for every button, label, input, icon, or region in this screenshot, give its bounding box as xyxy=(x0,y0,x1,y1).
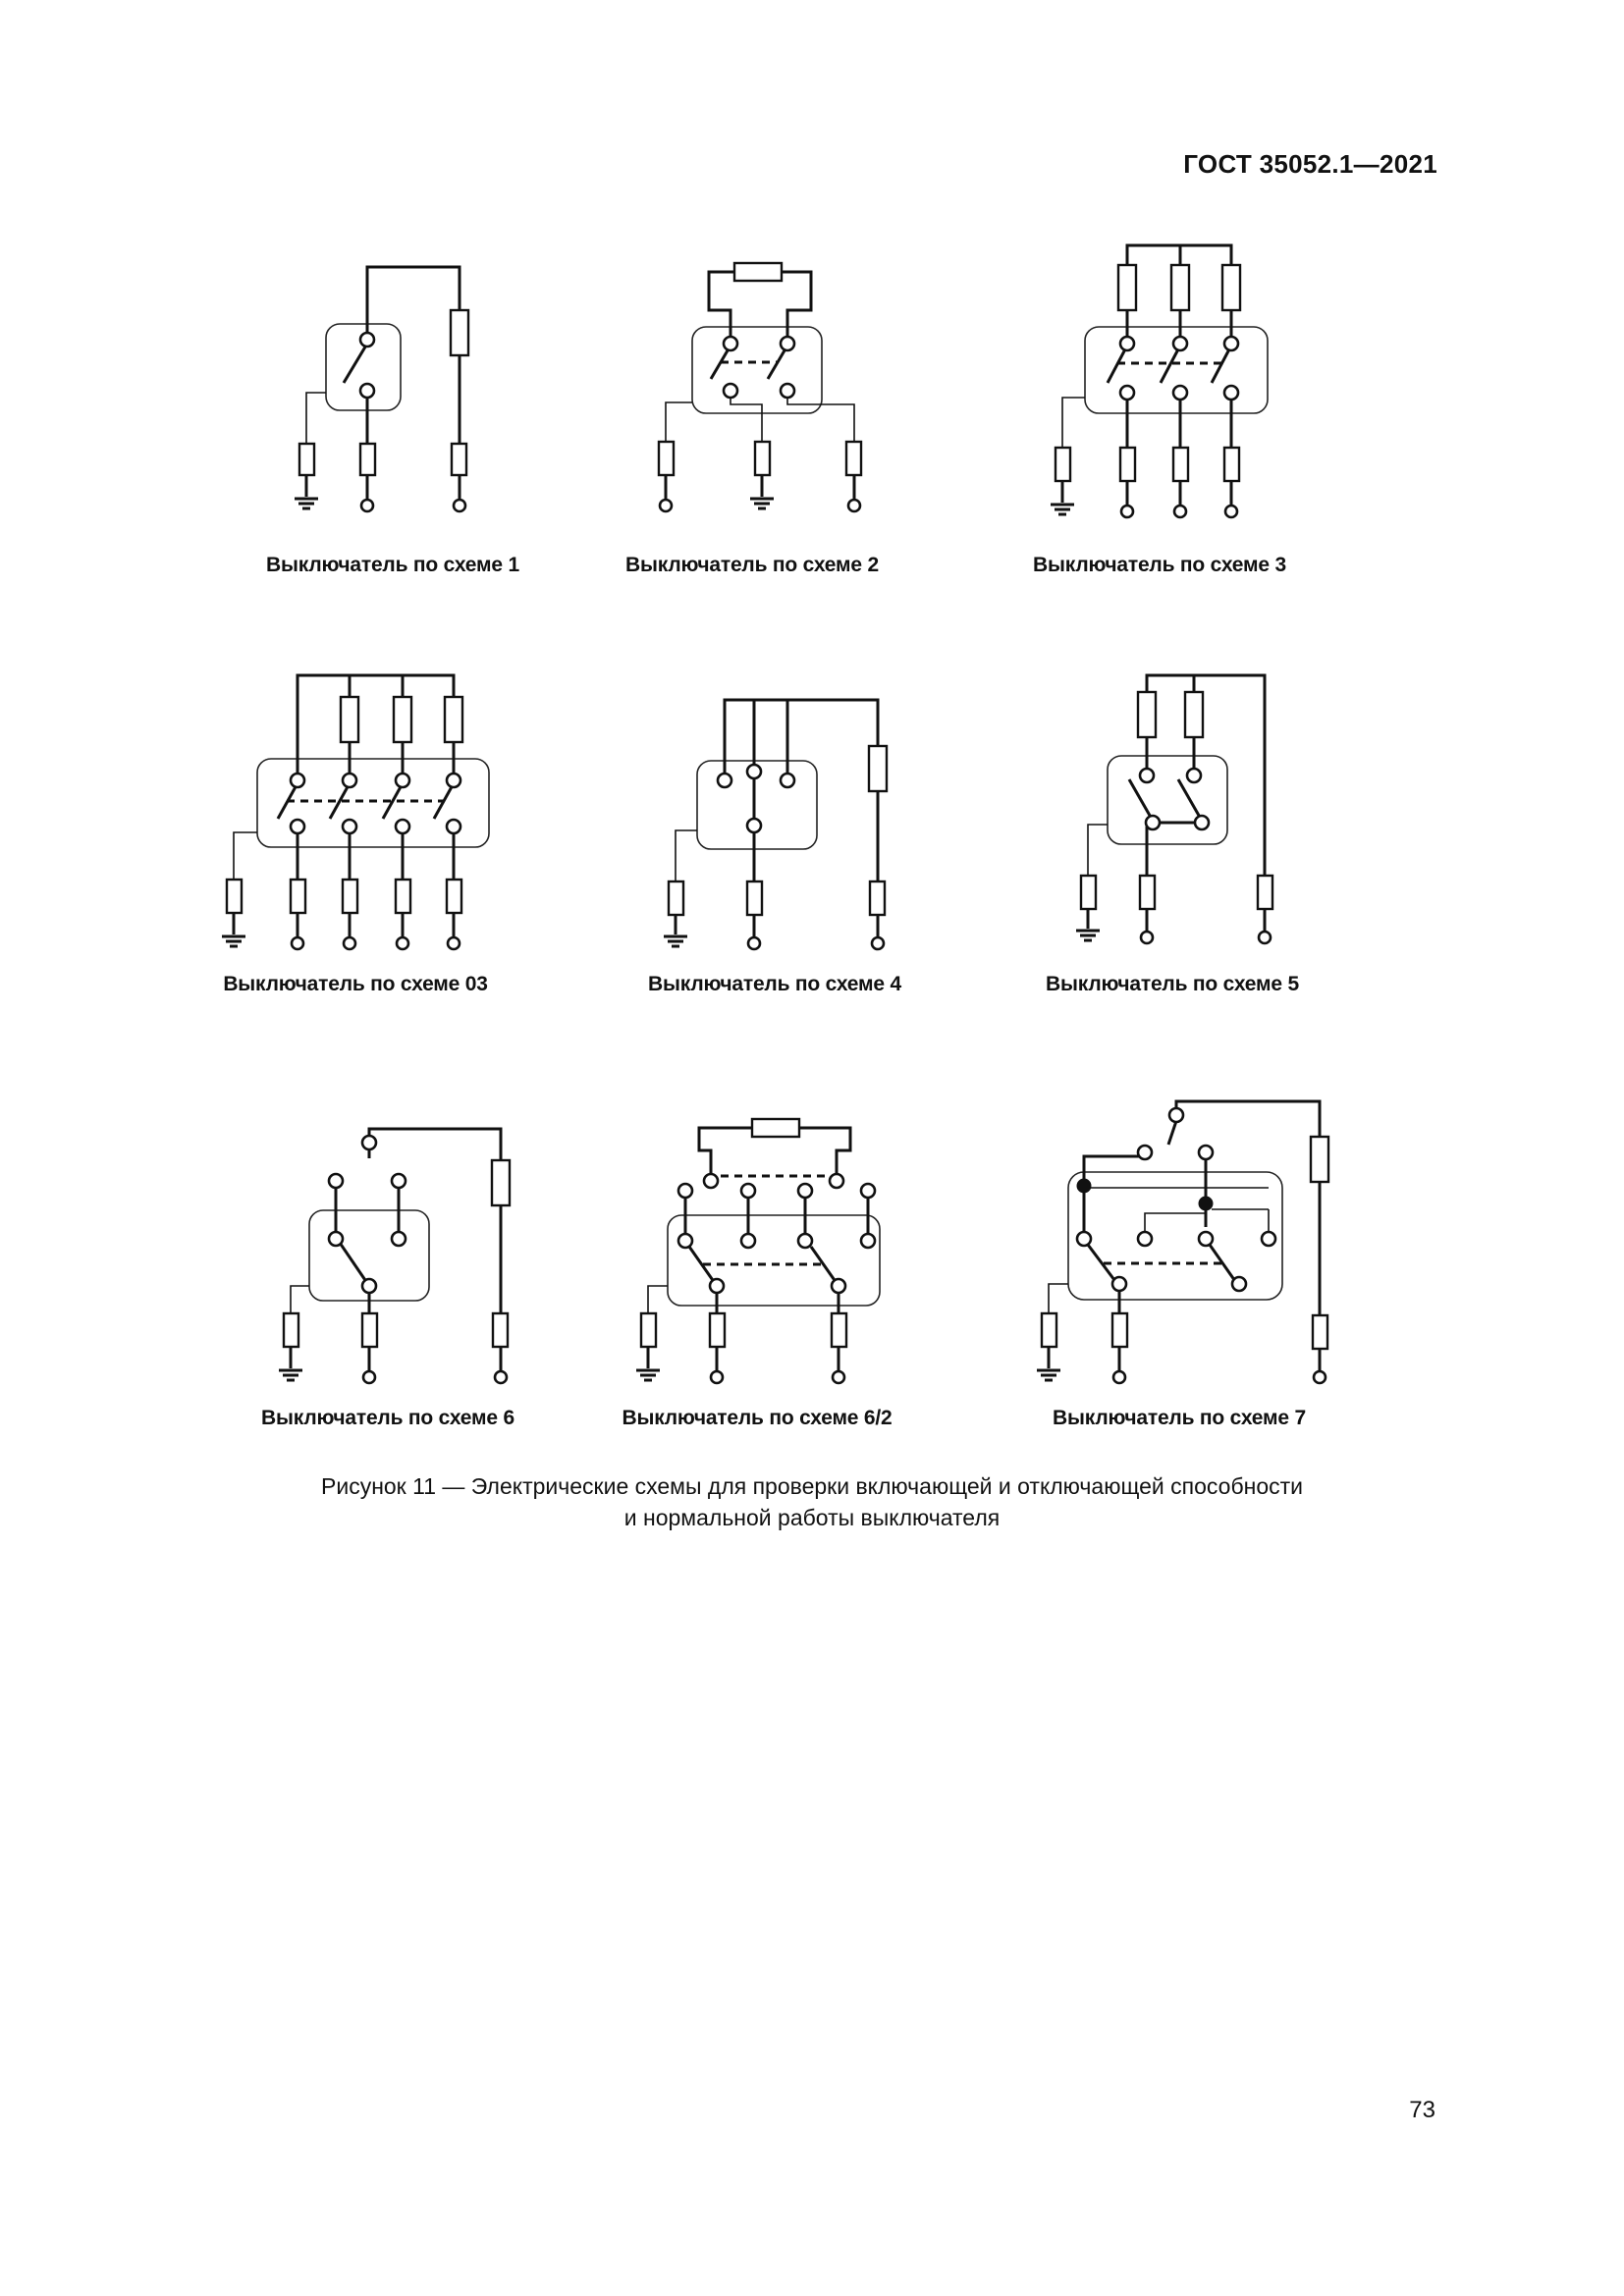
page-number: 73 xyxy=(1409,2097,1435,2123)
figure-caption xyxy=(0,1470,1624,1533)
caption-line-2: и нормальной работы выключателя xyxy=(623,1505,1001,1530)
diagram-scheme-03 xyxy=(222,675,489,949)
label-scheme-4: Выключатель по схеме 4 xyxy=(648,973,901,995)
diagram-scheme-1 xyxy=(295,267,468,511)
label-scheme-03: Выключатель по схеме 03 xyxy=(223,973,488,995)
label-scheme-2: Выключатель по схеме 2 xyxy=(625,554,879,576)
caption-line-1: Рисунок 11 — Электрические схемы для проверки включающей и отключающей способности xyxy=(321,1473,1303,1499)
diagram-scheme-6 xyxy=(279,1129,510,1383)
diagram-scheme-4 xyxy=(664,700,887,949)
page-header: ГОСТ 35052.1—2021 xyxy=(1183,149,1437,179)
diagram-scheme-3 xyxy=(1051,245,1268,517)
label-scheme-1: Выключатель по схеме 1 xyxy=(266,554,519,576)
diagram-scheme-5 xyxy=(1076,675,1272,943)
label-scheme-3: Выключатель по схеме 3 xyxy=(1033,554,1286,576)
diagram-scheme-2 xyxy=(659,263,861,511)
label-scheme-5: Выключатель по схеме 5 xyxy=(1046,973,1299,995)
diagram-scheme-7 xyxy=(1037,1101,1328,1383)
label-scheme-6: Выключатель по схеме 6 xyxy=(261,1407,514,1429)
diagram-scheme-6-2 xyxy=(636,1119,880,1383)
label-scheme-7: Выключатель по схеме 7 xyxy=(1053,1407,1306,1429)
label-scheme-6-2: Выключатель по схеме 6/2 xyxy=(622,1407,893,1429)
